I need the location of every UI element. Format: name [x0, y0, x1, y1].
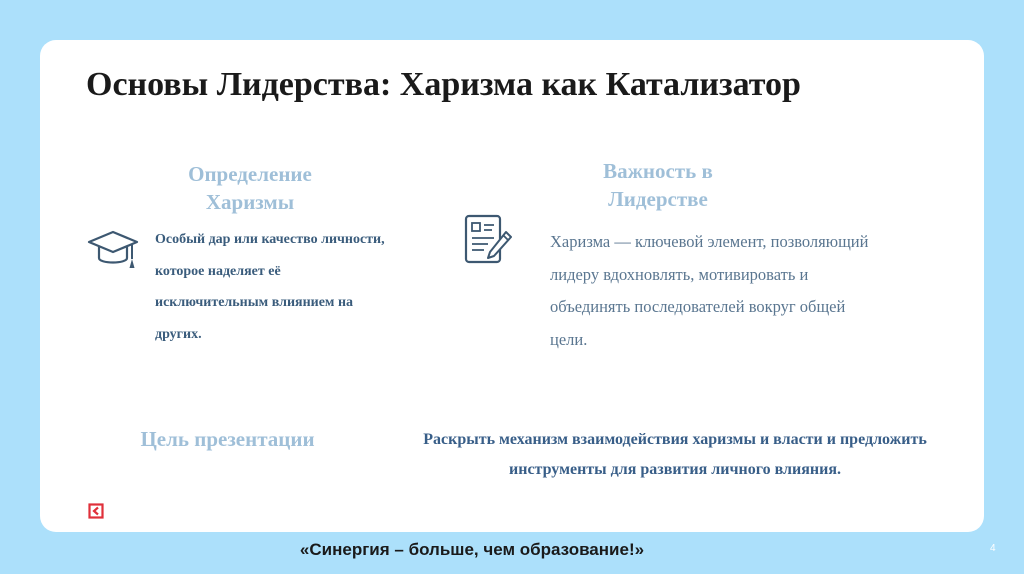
document-pen-icon — [462, 214, 514, 266]
graduation-cap-icon — [86, 228, 140, 274]
importance-heading: Важность в Лидерстве — [603, 159, 713, 211]
synergy-logo-icon — [88, 503, 104, 519]
importance-text: Харизма — ключевой элемент, позволяющий лидеру вдохновлять, мотивировать и объединять последователей вокруг общей цели. — [550, 232, 869, 349]
page-number: 4 — [990, 543, 996, 554]
footer-tagline: «Синергия – больше, чем образование!» — [299, 540, 645, 559]
goal-text: Раскрыть механизм взаимодействия харизмы и власти и предложить инструменты для развития личного влияния. — [423, 431, 927, 478]
slide-title: Основы Лидерства: Харизма как Катализатор — [86, 66, 801, 103]
definition-text: Особый дар или качество личности, которое наделяет её исключительным влиянием на других. — [155, 232, 385, 342]
definition-heading: Определение Харизмы — [188, 162, 312, 214]
goal-heading: Цель презентации — [140, 427, 315, 451]
